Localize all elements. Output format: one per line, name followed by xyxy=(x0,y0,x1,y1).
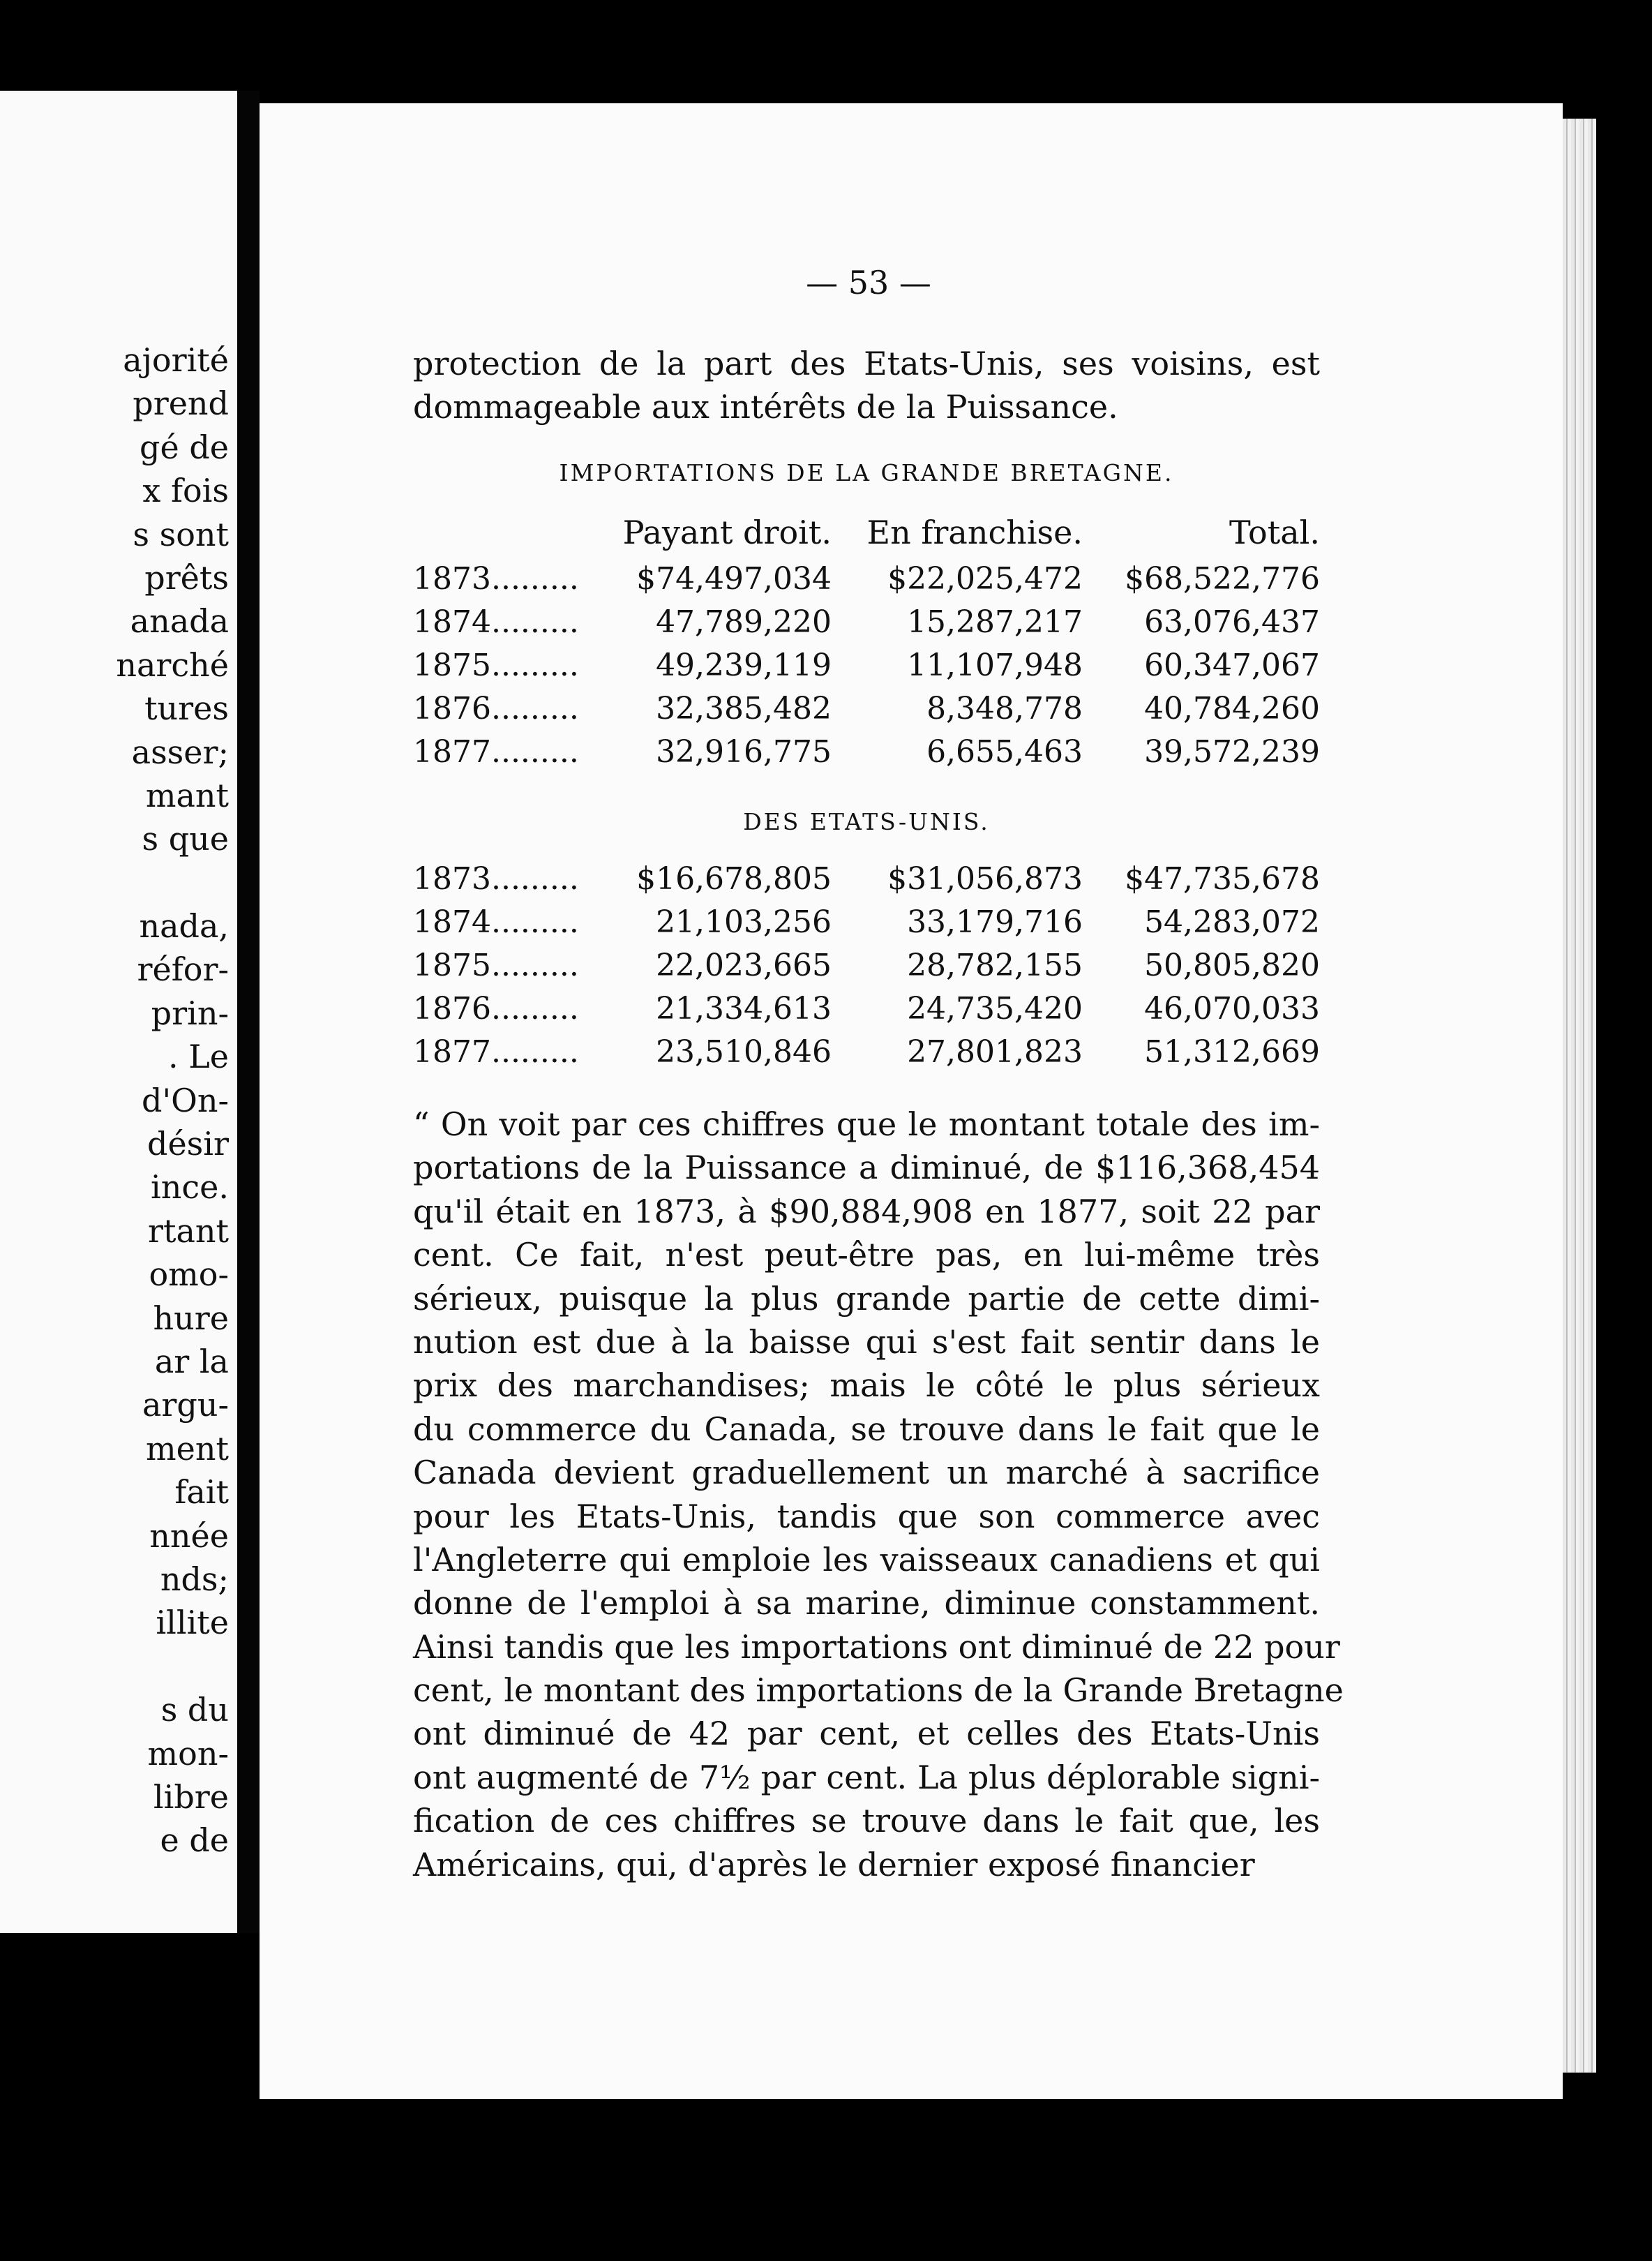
text-line: ar la xyxy=(154,1342,229,1380)
table-row xyxy=(413,900,1320,943)
text-line: l'Angleterre qui emploie les vaisseaux canadiens et qui xyxy=(413,1540,1320,1579)
column-header-total: Total. xyxy=(1229,514,1320,551)
text-line: nution est due à la baisse qui s'est fait sentir dans le xyxy=(413,1322,1320,1361)
table-row xyxy=(413,943,1320,987)
column-header-free: En franchise. xyxy=(866,514,1083,551)
free-cell: 27,801,823 xyxy=(907,1034,1083,1070)
total-cell: $47,735,678 xyxy=(1125,860,1320,897)
free-cell: 33,179,716 xyxy=(907,904,1083,940)
text-line: omo- xyxy=(149,1255,229,1294)
book-spine xyxy=(237,91,260,1933)
text-line: nada, xyxy=(139,907,229,946)
text-line: s sont xyxy=(133,515,229,553)
total-cell: $68,522,776 xyxy=(1125,560,1320,597)
table-heading-united-states: DES ETATS-UNIS. xyxy=(743,808,990,835)
free-cell: 15,287,217 xyxy=(907,604,1083,640)
year-cell: 1875......... xyxy=(413,647,579,683)
text-line: asser; xyxy=(131,733,229,771)
year-cell: 1876......... xyxy=(413,690,579,726)
year-cell: 1874......... xyxy=(413,604,579,640)
free-cell: 6,655,463 xyxy=(926,733,1083,770)
text-line: ont augmenté de 7½ par cent. La plus déplorable signi- xyxy=(413,1758,1320,1796)
text-line: portations de la Puissance a diminué, de $116,368,454 xyxy=(413,1149,1320,1187)
column-header-dutiable: Payant droit. xyxy=(622,514,832,551)
text-line: tures xyxy=(144,689,229,728)
table-row xyxy=(413,730,1320,773)
free-cell: $22,025,472 xyxy=(887,560,1083,597)
text-line: ont diminué de 42 par cent, et celles des Etats-Unis xyxy=(413,1715,1320,1753)
dutiable-cell: 32,916,775 xyxy=(656,733,832,770)
text-line: argu- xyxy=(142,1386,229,1424)
page-edges xyxy=(1563,119,1596,2073)
text-line: narché xyxy=(116,646,229,684)
free-cell: $31,056,873 xyxy=(887,860,1083,897)
year-cell: 1876......... xyxy=(413,990,579,1027)
body-paragraph xyxy=(413,1103,1344,1886)
table-row xyxy=(413,987,1320,1030)
dutiable-cell: 47,789,220 xyxy=(656,604,832,640)
dutiable-cell: 21,103,256 xyxy=(656,904,832,940)
dutiable-cell: $74,497,034 xyxy=(636,560,832,597)
text-line xyxy=(20,861,229,904)
text-line: donne de l'emploi à sa marine, diminue constamment. xyxy=(413,1584,1320,1622)
text-line: ajorité xyxy=(123,341,229,379)
total-cell: 51,312,669 xyxy=(1144,1034,1320,1070)
text-line: cent. Ce fait, n'est peut-être pas, en lui-même très xyxy=(413,1236,1320,1274)
text-line: prix des marchandises; mais le côté le plus sérieux xyxy=(413,1366,1320,1405)
year-cell: 1874......... xyxy=(413,904,579,940)
text-line: pour les Etats-Unis, tandis que son commerce avec xyxy=(413,1497,1320,1535)
dutiable-cell: $16,678,805 xyxy=(636,860,832,897)
year-cell: 1877......... xyxy=(413,733,579,770)
year-cell: 1873......... xyxy=(413,560,579,597)
page-number: — 53 — xyxy=(806,264,931,301)
text-line: nnée xyxy=(149,1516,229,1555)
text-line: libre xyxy=(153,1777,229,1816)
total-cell: 46,070,033 xyxy=(1144,990,1320,1027)
text-line: e de xyxy=(160,1821,229,1860)
text-line: illite xyxy=(156,1604,229,1642)
table-row xyxy=(413,643,1320,687)
text-line: . Le xyxy=(167,1038,229,1076)
total-cell: 54,283,072 xyxy=(1144,904,1320,940)
text-line: nds; xyxy=(160,1560,229,1598)
text-line: Canada devient graduellement un marché à sacrifice xyxy=(413,1454,1320,1492)
year-cell: 1875......... xyxy=(413,947,579,983)
text-line: cent, le montant des importations de la Grande Bretagne xyxy=(413,1671,1344,1710)
text-line: du commerce du Canada, se trouve dans le fait que le xyxy=(413,1410,1320,1448)
left-page-text xyxy=(20,338,229,1863)
dutiable-cell: 32,385,482 xyxy=(656,690,832,726)
table-row xyxy=(413,600,1320,643)
total-cell: 40,784,260 xyxy=(1144,690,1320,726)
text-line: rtant xyxy=(147,1211,229,1250)
dutiable-cell: 22,023,665 xyxy=(656,947,832,983)
free-cell: 28,782,155 xyxy=(907,947,1083,983)
text-line: s que xyxy=(142,820,229,858)
text-line: hure xyxy=(153,1299,229,1337)
free-cell: 24,735,420 xyxy=(907,990,1083,1027)
table-heading-great-britain: IMPORTATIONS DE LA GRANDE BRETAGNE. xyxy=(559,459,1174,486)
text-line: qu'il était en 1873, à $90,884,908 en 1877, soit 22 par xyxy=(413,1192,1320,1230)
total-cell: 39,572,239 xyxy=(1144,733,1320,770)
text-line: gé de xyxy=(140,428,229,466)
year-cell: 1877......... xyxy=(413,1034,579,1070)
text-line: sérieux, puisque la plus grande partie de cette dimi- xyxy=(413,1279,1320,1318)
text-line: x fois xyxy=(142,472,229,510)
text-line: désir xyxy=(147,1125,229,1163)
table-row xyxy=(413,687,1320,730)
total-cell: 63,076,437 xyxy=(1144,604,1320,640)
text-line: réfor- xyxy=(137,950,229,989)
text-line xyxy=(20,1645,229,1688)
free-cell: 11,107,948 xyxy=(907,647,1083,683)
text-line: Américains, qui, d'après le dernier exposé financier xyxy=(413,1845,1255,1883)
text-line: mon- xyxy=(147,1734,229,1773)
imports-table-united-states xyxy=(413,857,1320,1073)
text-line: ment xyxy=(146,1429,229,1468)
imports-table-great-britain xyxy=(413,508,1320,773)
text-line: “ On voit par ces chiffres que le montant totale des im- xyxy=(413,1105,1320,1143)
text-line: fication de ces chiffres se trouve dans le fait que, les xyxy=(413,1802,1320,1840)
table-header-row xyxy=(413,508,1320,557)
text-line: dommageable aux intérêts de la Puissance. xyxy=(413,388,1118,426)
text-line: mant xyxy=(145,776,229,814)
text-line: prêts xyxy=(144,558,229,597)
total-cell: 50,805,820 xyxy=(1144,947,1320,983)
free-cell: 8,348,778 xyxy=(926,690,1083,726)
intro-paragraph xyxy=(413,342,1320,429)
table-row xyxy=(413,857,1320,900)
left-page-fragment xyxy=(0,91,237,1933)
table-row xyxy=(413,1030,1320,1073)
total-cell: 60,347,067 xyxy=(1144,647,1320,683)
text-line: s du xyxy=(160,1691,229,1729)
text-line: d'On- xyxy=(142,1081,229,1119)
text-line: Ainsi tandis que les importations ont diminué de 22 pour xyxy=(413,1627,1340,1666)
text-line: anada xyxy=(130,602,229,641)
table-row xyxy=(413,557,1320,600)
dutiable-cell: 21,334,613 xyxy=(656,990,832,1027)
text-line: prend xyxy=(133,385,229,423)
text-line: prin- xyxy=(151,994,229,1032)
text-line: ince. xyxy=(151,1168,229,1207)
dutiable-cell: 23,510,846 xyxy=(656,1034,832,1070)
dutiable-cell: 49,239,119 xyxy=(656,647,832,683)
year-cell: 1873......... xyxy=(413,860,579,897)
text-line: fait xyxy=(174,1473,229,1512)
text-line: protection de la part des Etats-Unis, ses voisins, est xyxy=(413,345,1320,382)
